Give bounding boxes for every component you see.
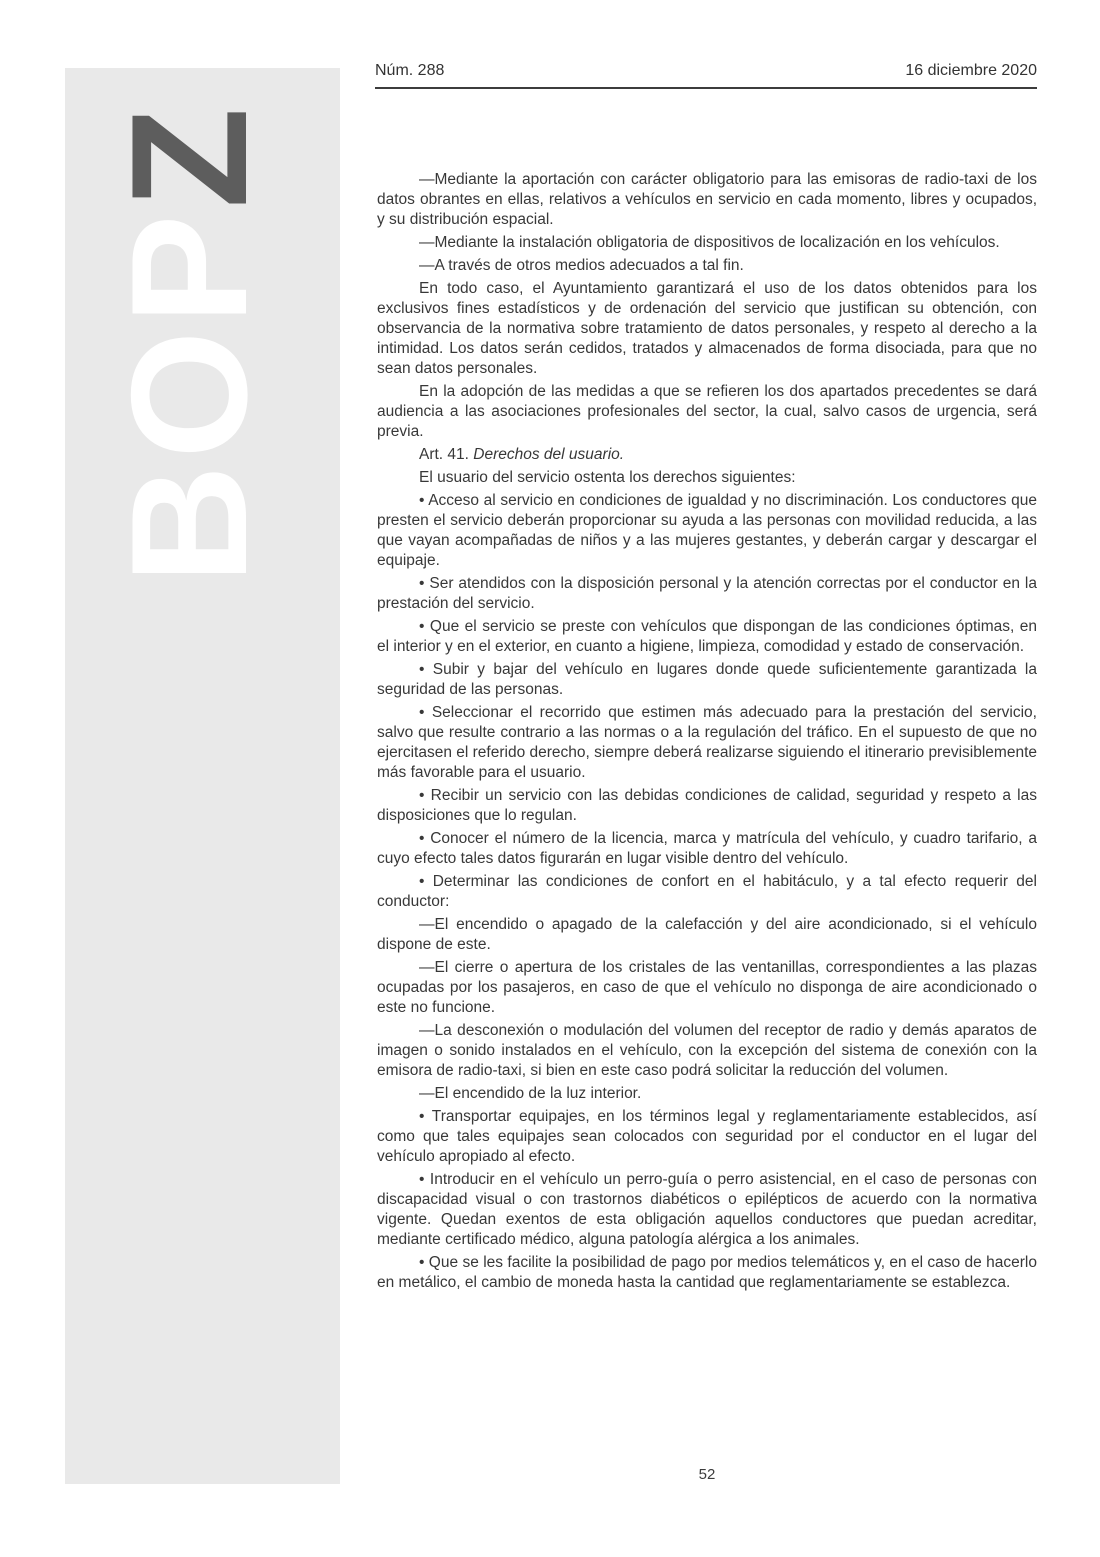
paragraph: —El encendido de la luz interior.	[419, 1085, 642, 1102]
paragraph: • Conocer el número de la licencia, marca y matrícula del vehículo, y cuadro tarifario, a cuyo efecto tales datos figurarán en lugar visible dentro del vehículo.	[377, 830, 1037, 867]
paragraph: —La desconexión o modulación del volumen del receptor de radio y demás aparatos de imagen o sonido instalados en el vehículo, con la excepción del sistema de conexión con la emisora de radio-taxi, si bien en este caso podrá solicitar la reducción del volumen.	[377, 1022, 1037, 1079]
bopz-sidebar-band	[65, 68, 340, 1484]
paragraph: En todo caso, el Ayuntamiento garantizará el uso de los datos obtenidos para los exclusivos fines estadísticos y de ordenación del servicio que justifican su obtención, con observancia de la normativa sobre tratamiento de datos personales, y respeto al derecho a la intimidad. Los datos serán cedidos, tratados y almacenados de forma disociada, para que no sean datos personales.	[377, 280, 1037, 377]
bopz-logo-dark-letter: Z	[97, 101, 281, 209]
paragraph: • Ser atendidos con la disposición personal y la atención correctas por el conductor en la prestación del servicio.	[377, 575, 1037, 612]
paragraph: —Mediante la aportación con carácter obligatorio para las emisoras de radio-taxi de los datos obrantes en ellas, relativos a vehículos en servicio en cada momento, libres y ocupados, y su distribución espacial.	[377, 171, 1037, 228]
paragraph: • Subir y bajar del vehículo en lugares donde quede suficientemente garantizada la seguridad de las personas.	[377, 661, 1037, 698]
paragraph: El usuario del servicio ostenta los derechos siguientes:	[419, 469, 796, 486]
document-body	[377, 170, 1037, 1293]
paragraph: • Acceso al servicio en condiciones de igualdad y no discriminación. Los conductores que presten el servicio deberán proporcionar su ayuda a las personas con movilidad reducida, a las que vayan acompañadas de niños y a las mujeres gestantes, y deberán cargar y descargar el equipaje.	[377, 492, 1037, 569]
issue-number: Núm. 288	[375, 62, 445, 79]
paragraph: —Mediante la instalación obligatoria de dispositivos de localización en los vehículos.	[419, 234, 1000, 251]
article-title: Derechos del usuario.	[473, 446, 625, 463]
issue-date: 16 diciembre 2020	[905, 62, 1037, 79]
article-label: Art. 41.	[419, 446, 474, 463]
paragraph: —El cierre o apertura de los cristales de las ventanillas, correspondientes a las plazas ocupadas por los pasajeros, en caso de que el vehículo no disponga de aire acondicionado o este no funcione.	[377, 959, 1037, 1016]
paragraph: • Que el servicio se preste con vehículos que dispongan de las condiciones óptimas, en el interior y en el exterior, en cuanto a higiene, limpieza, comodidad y estado de conservación.	[377, 618, 1037, 655]
paragraph: • Introducir en el vehículo un perro-guía o perro asistencial, en el caso de personas con discapacidad visual o con trastornos diabéticos o epilépticos de acuerdo con la normativa vigente. Quedan exentos de esta obligación aquellos conductores que puedan acreditar, mediante certificado médico, alguna patología alérgica a los animales.	[377, 1171, 1037, 1248]
paragraph: —A través de otros medios adecuados a tal fin.	[419, 257, 744, 274]
bopz-logo	[97, 101, 281, 584]
bopz-logo-light-letters: BOP	[97, 208, 281, 584]
page-header	[375, 62, 1037, 89]
paragraph: • Que se les facilite la posibilidad de pago por medios telemáticos y, en el caso de hacerlo en metálico, el cambio de moneda hasta la cantidad que reglamentariamente se establezca.	[377, 1254, 1037, 1291]
paragraph: • Recibir un servicio con las debidas condiciones de calidad, seguridad y respeto a las disposiciones que lo regulan.	[377, 787, 1037, 824]
paragraph: • Seleccionar el recorrido que estimen más adecuado para la prestación del servicio, salvo que resulte contrario a las normas o a la regulación del tráfico. En el supuesto de que no ejercitasen el referido derecho, siempre deberá realizarse siguiendo el itinerario previsiblemente más favorable para el usuario.	[377, 704, 1037, 781]
paragraph: • Transportar equipajes, en los términos legal y reglamentariamente establecidos, así como que tales equipajes sean colocados con seguridad por el conductor en el lugar del vehículo apropiado al efecto.	[377, 1108, 1037, 1165]
paragraph: En la adopción de las medidas a que se refieren los dos apartados precedentes se dará audiencia a las asociaciones profesionales del sector, la cual, salvo casos de urgencia, será previa.	[377, 383, 1037, 440]
page-number: 52	[698, 1466, 716, 1483]
paragraph	[377, 445, 1037, 465]
paragraph: • Determinar las condiciones de confort en el habitáculo, y a tal efecto requerir del conductor:	[377, 873, 1037, 910]
paragraph: —El encendido o apagado de la calefacción y del aire acondicionado, si el vehículo dispone de este.	[377, 916, 1037, 953]
